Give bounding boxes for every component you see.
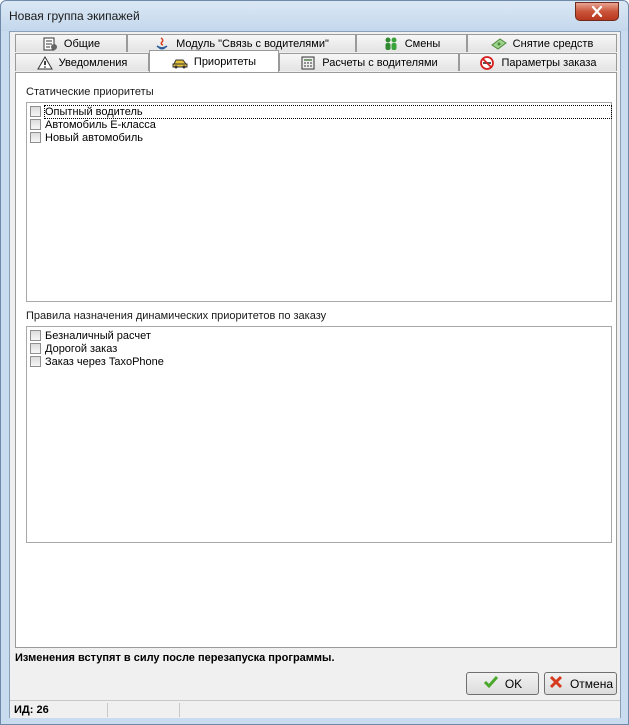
close-icon	[591, 6, 603, 17]
tab-order-parameters[interactable]	[459, 53, 617, 71]
item-label: Заказ через TaxoPhone	[45, 355, 164, 368]
tab-general[interactable]	[15, 34, 127, 52]
dynamic-priorities-list[interactable]	[26, 326, 612, 543]
record-id: ИД: 26	[14, 704, 49, 716]
restart-notice: Изменения вступят в силу после перезапуска программы.	[15, 652, 335, 664]
dialog-client-area	[9, 31, 621, 718]
item-label: Дорогой заказ	[45, 342, 118, 355]
tab-label: Параметры заказа	[501, 56, 597, 69]
ok-label: OK	[504, 676, 523, 691]
no-smoking-icon	[479, 56, 495, 70]
close-button[interactable]	[575, 2, 619, 21]
tab-priorities[interactable]	[149, 50, 279, 72]
warning-icon	[37, 56, 53, 70]
status-panel	[10, 703, 108, 717]
list-item[interactable]	[30, 118, 156, 131]
tab-notifications[interactable]	[15, 53, 149, 71]
java-icon	[154, 37, 170, 51]
list-item[interactable]	[30, 342, 117, 355]
tab-label: Смены	[404, 37, 441, 50]
cancel-button[interactable]	[544, 672, 617, 695]
checkmark-icon	[483, 675, 499, 692]
item-label: Безналичный расчет	[45, 329, 151, 342]
document-settings-icon	[42, 37, 58, 51]
checkbox[interactable]	[30, 106, 41, 117]
tab-label: Уведомления	[58, 56, 128, 69]
tab-label: Снятие средств	[512, 37, 594, 50]
tab-label: Приоритеты	[193, 55, 257, 68]
tab-driver-settlements[interactable]	[279, 53, 459, 71]
checkbox[interactable]	[30, 132, 41, 143]
checkbox[interactable]	[30, 119, 41, 130]
status-bar	[10, 700, 620, 718]
list-item[interactable]	[30, 131, 143, 144]
list-item[interactable]	[30, 329, 151, 342]
window-title: Новая группа экипажей	[9, 9, 140, 23]
item-label: Опытный водитель	[45, 106, 611, 118]
static-priorities-list[interactable]	[26, 102, 612, 302]
list-item[interactable]	[30, 355, 164, 368]
list-item[interactable]	[30, 105, 611, 118]
priorities-page	[15, 72, 617, 648]
tab-label: Модуль "Связь с водителями"	[176, 37, 329, 50]
cancel-label: Отмена	[569, 676, 614, 691]
tab-withdrawal[interactable]	[467, 34, 617, 52]
item-label: Автомобиль Е-класса	[45, 118, 156, 131]
title-bar[interactable]	[1, 1, 628, 31]
car-icon	[172, 55, 188, 69]
tab-shifts[interactable]	[356, 34, 467, 52]
status-panel	[108, 703, 180, 717]
static-priorities-label: Статические приоритеты	[26, 86, 154, 98]
people-icon	[383, 37, 399, 51]
money-icon	[491, 37, 507, 51]
tab-label: Расчеты с водителями	[322, 56, 438, 69]
checkbox[interactable]	[30, 343, 41, 354]
dynamic-priorities-label: Правила назначения динамических приоритетов по заказу	[26, 310, 327, 322]
tab-label: Общие	[63, 37, 101, 50]
cancel-icon	[548, 675, 564, 692]
checkbox[interactable]	[30, 356, 41, 367]
calculator-icon	[300, 56, 316, 70]
item-label: Новый автомобиль	[45, 131, 144, 144]
ok-button[interactable]	[466, 672, 539, 695]
checkbox[interactable]	[30, 330, 41, 341]
